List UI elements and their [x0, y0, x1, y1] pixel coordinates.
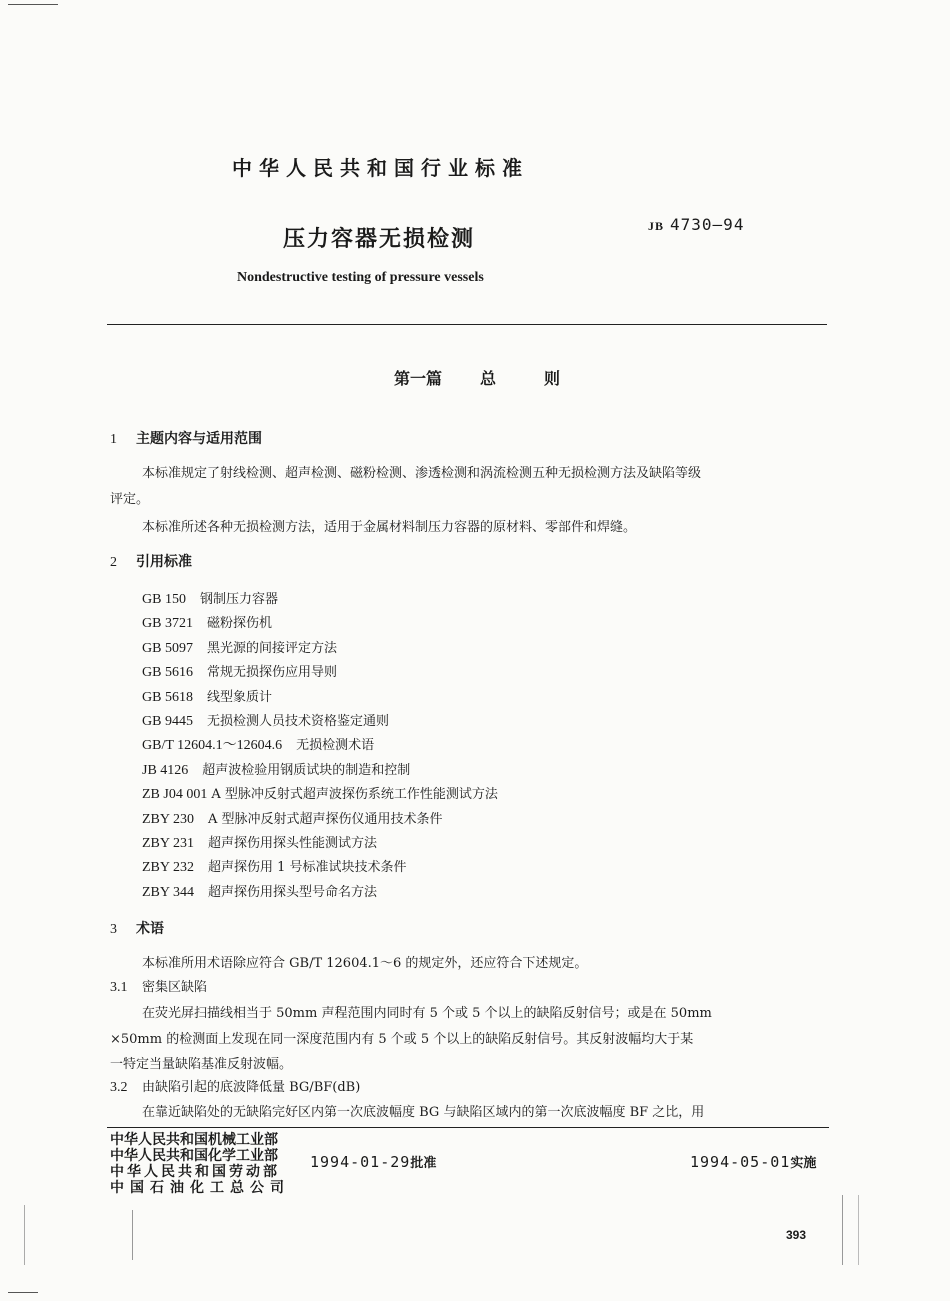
standard-number — [648, 215, 744, 234]
effective-label: 实施 — [790, 1156, 817, 1171]
reference-item — [142, 734, 498, 758]
reference-list — [142, 588, 498, 905]
section-1-heading — [110, 428, 262, 448]
paragraph: 本标准规定了射线检测、超声检测、磁粉检测、渗透检测和涡流检测五种无损检测方法及缺陷等级 — [142, 466, 702, 481]
part-name-a: 总 — [480, 369, 497, 388]
ministry-name: 中华人民共和国劳动部 — [110, 1164, 280, 1180]
part-label: 第一篇 — [394, 369, 443, 388]
subsection-title: 由缺陷引起的底波降低量 BG/BF(dB) — [142, 1080, 361, 1095]
ref-code: ZBY 231 — [142, 835, 194, 851]
reference-item — [142, 808, 498, 832]
reference-item — [142, 783, 498, 807]
paragraph: 一特定当量缺陷基准反射波幅。 — [110, 1057, 293, 1072]
paragraph: 在靠近缺陷处的无缺陷完好区内第一次底波幅度 BG 与缺陷区域内的第一次底波幅度 BF 之比，用 — [142, 1105, 705, 1120]
ministry-name: 中华人民共和国化学工业部 — [110, 1148, 278, 1164]
ref-name: A 型脉冲反射式超声探伤仪通用技术条件 — [207, 811, 443, 827]
subsection-3-2-heading — [110, 1076, 360, 1096]
ref-name: 常规无损探伤应用导则 — [206, 665, 337, 681]
ref-name: 超声波检验用钢质试块的制造和控制 — [202, 762, 411, 778]
paragraph: 本标准所述各种无损检测方法，适用于金属材料制压力容器的原材料、零部件和焊缝。 — [142, 520, 637, 535]
paragraph: ×50mm 的检测面上发现在同一深度范围内有 5 个或 5 个以上的缺陷反射信号。其反射波幅均大于某 — [110, 1032, 694, 1047]
ref-code: GB 5616 — [142, 665, 193, 681]
ref-code: GB 3721 — [142, 616, 193, 632]
ref-name: 钢制压力容器 — [199, 592, 278, 607]
paragraph: 在荧光屏扫描线相当于 50mm 声程范围内同时有 5 个或 5 个以上的缺陷反射信号；或是在 50mm — [142, 1006, 712, 1021]
part-title — [394, 366, 560, 389]
section-3-heading — [110, 918, 164, 938]
ref-code: ZBY 230 — [142, 811, 194, 827]
ref-code: ZBY 344 — [142, 884, 194, 900]
approve-label: 批准 — [410, 1156, 437, 1171]
english-title: Nondestructive testing of pressure vessels — [237, 270, 484, 285]
document-title: 压力容器无损检测 — [283, 227, 476, 252]
reference-item — [142, 612, 498, 636]
approve-date-value: 1994-01-29 — [310, 1153, 411, 1171]
ref-name: 超声探伤用探头型号命名方法 — [207, 884, 377, 900]
ministry-name: 中华人民共和国机械工业部 — [110, 1132, 278, 1148]
ref-code: GB/T 12604.1～12604.6 — [142, 738, 283, 754]
ref-name: 磁粉探伤机 — [206, 616, 272, 632]
reference-item — [142, 856, 498, 880]
reference-item — [142, 759, 498, 783]
paragraph: 本标准所用术语除应符合 GB/T 12604.1～6 的规定外，还应符合下述规定。 — [142, 956, 588, 971]
ref-name: 无损检测术语 — [296, 738, 375, 754]
part-name-b: 则 — [544, 369, 561, 388]
scan-mark — [842, 1195, 843, 1265]
effective-date — [690, 1152, 816, 1171]
section-number: 3 — [110, 922, 117, 937]
page-number: 393 — [786, 1228, 807, 1242]
ref-name: 超声探伤用 1 号标准试块技术条件 — [207, 860, 407, 876]
approval-date — [310, 1152, 436, 1171]
paragraph: 评定。 — [110, 492, 150, 507]
scan-mark — [8, 1292, 38, 1293]
header-divider — [107, 324, 827, 325]
ref-name: A 型脉冲反射式超声波探伤系统工作性能测试方法 — [211, 787, 498, 803]
reference-item — [142, 588, 498, 612]
ref-code: ZB J04 001 — [142, 787, 208, 803]
standard-code: 4730—94 — [670, 215, 745, 234]
section-2-heading — [110, 551, 192, 571]
reference-item — [142, 710, 498, 734]
reference-item — [142, 832, 498, 856]
ref-code: ZBY 232 — [142, 860, 194, 876]
subsection-number: 3.2 — [110, 1080, 128, 1095]
subsection-3-1-heading — [110, 976, 207, 996]
ref-code: GB 5618 — [142, 689, 193, 705]
section-title: 术语 — [136, 921, 164, 937]
ref-code: GB 5097 — [142, 640, 193, 656]
ref-name: 线型象质计 — [206, 689, 272, 705]
section-title: 主题内容与适用范围 — [136, 431, 262, 447]
section-title: 引用标准 — [136, 554, 192, 570]
standard-type-heading: 中华人民共和国行业标准 — [232, 156, 529, 180]
issuing-authorities — [110, 1132, 290, 1196]
standard-prefix: JB — [648, 219, 665, 233]
ref-code: GB 9445 — [142, 713, 193, 729]
footer-divider — [107, 1127, 829, 1128]
reference-item — [142, 686, 498, 710]
ref-name: 黑光源的间接评定方法 — [206, 640, 337, 656]
ref-name: 超声探伤用探头性能测试方法 — [207, 835, 377, 851]
subsection-title: 密集区缺陷 — [142, 980, 208, 995]
reference-item — [142, 637, 498, 661]
ref-code: GB 150 — [142, 592, 186, 607]
reference-item — [142, 661, 498, 685]
scan-mark — [8, 4, 58, 5]
scan-mark — [132, 1210, 133, 1260]
section-number: 2 — [110, 555, 117, 570]
subsection-number: 3.1 — [110, 980, 128, 995]
ministry-name: 中国石油化工总公司 — [110, 1180, 290, 1196]
effective-date-value: 1994-05-01 — [690, 1153, 791, 1171]
scan-mark — [858, 1195, 859, 1265]
scan-mark — [24, 1205, 25, 1265]
section-number: 1 — [110, 432, 117, 447]
ref-code: JB 4126 — [142, 762, 189, 778]
ref-name: 无损检测人员技术资格鉴定通则 — [206, 713, 389, 729]
reference-item — [142, 881, 498, 905]
